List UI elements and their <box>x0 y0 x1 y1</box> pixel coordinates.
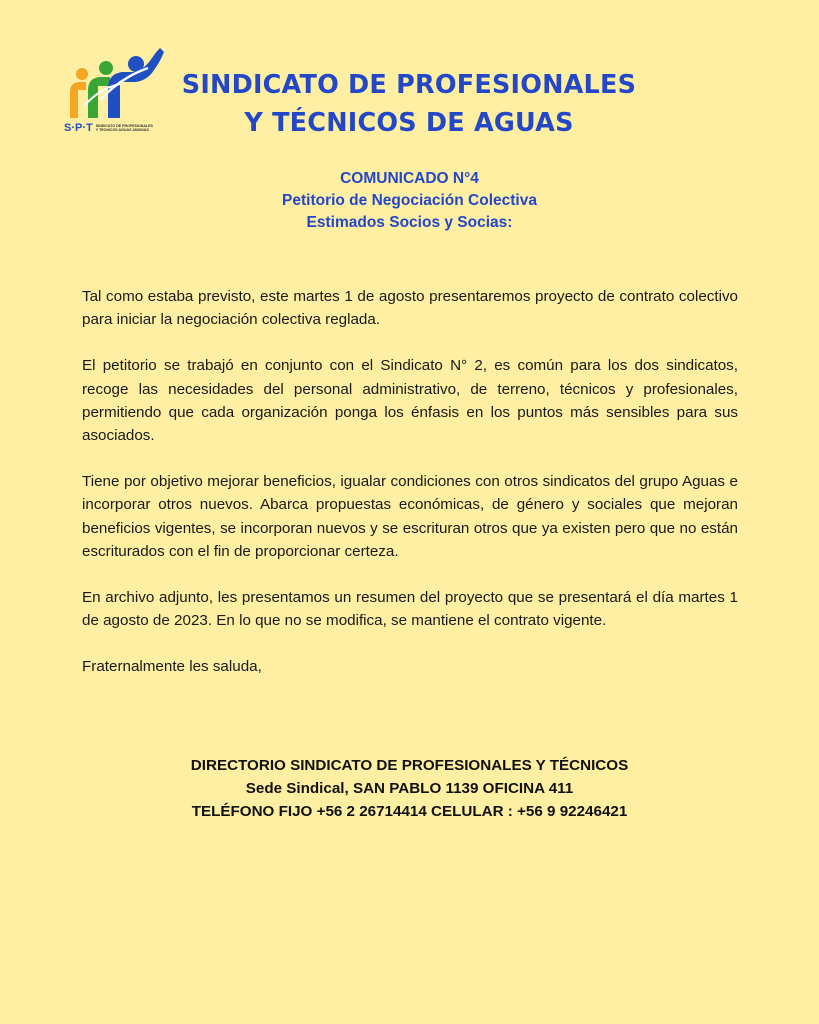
union-logo <box>60 44 172 140</box>
signature-address: Sede Sindical, SAN PABLO 1139 OFICINA 411 <box>245 780 574 797</box>
closing-greeting: Fraternalmente les saluda, <box>82 658 262 676</box>
communique-number: COMUNICADO N°4 <box>340 170 479 187</box>
communique-heading <box>0 168 819 234</box>
logo-mark: S·P·T <box>64 122 93 134</box>
organization-title-line-2: Y TÉCNICOS DE AGUAS <box>244 108 574 138</box>
organization-title-line-1: SINDICATO DE PROFESIONALES <box>181 70 637 100</box>
paragraph-4: En archivo adjunto, les presentamos un resumen del proyecto que se presentará el día martes 1 de agosto de 2023. En lo que no se modifica, se mantiene el contrato vigente. <box>82 589 738 630</box>
letter-body <box>82 285 738 702</box>
logo-figures-icon <box>60 44 172 124</box>
communique-salutation: Estimados Socios y Socias: <box>306 214 513 231</box>
logo-subtitle-line-1: SINDICATO DE PROFESIONALES <box>95 123 153 128</box>
signature-directorio: DIRECTORIO SINDICATO DE PROFESIONALES Y TÉCNICOS <box>190 757 629 774</box>
signature-phone: TELÉFONO FIJO +56 2 26714414 CELULAR : +56 9 92246421 <box>191 803 628 820</box>
communique-subject: Petitorio de Negociación Colectiva <box>282 192 537 209</box>
paragraph-2: El petitorio se trabajó en conjunto con el Sindicato N° 2, es común para los dos sindicatos, recoge las necesidades del personal administrativo, de terreno, técnicos y profesionales, permitiendo que cada organización ponga los énfasis en los puntos más sensibles para sus asociados. <box>82 357 738 445</box>
paragraph-1: Tal como estaba previsto, este martes 1 de agosto presentaremos proyecto de contrato colectivo para iniciar la negociación colectiva reglada. <box>82 288 738 329</box>
paragraph-3: Tiene por objetivo mejorar beneficios, igualar condiciones con otros sindicatos del grupo Aguas e incorporar otros nuevos. Abarca propuestas económicas, de género y sociales que mejoran beneficios vigentes, se incorporan nuevos y se escrituran otros que ya existen pero que no están escriturados con el fin de proporcionar certeza. <box>82 473 738 560</box>
logo-subtitle <box>96 124 160 133</box>
signature-block <box>0 754 819 823</box>
organization-title <box>170 66 648 142</box>
logo-caption <box>64 122 160 134</box>
logo-subtitle-line-2: Y TECNICOS AGUAS ANDINAS <box>95 128 149 132</box>
